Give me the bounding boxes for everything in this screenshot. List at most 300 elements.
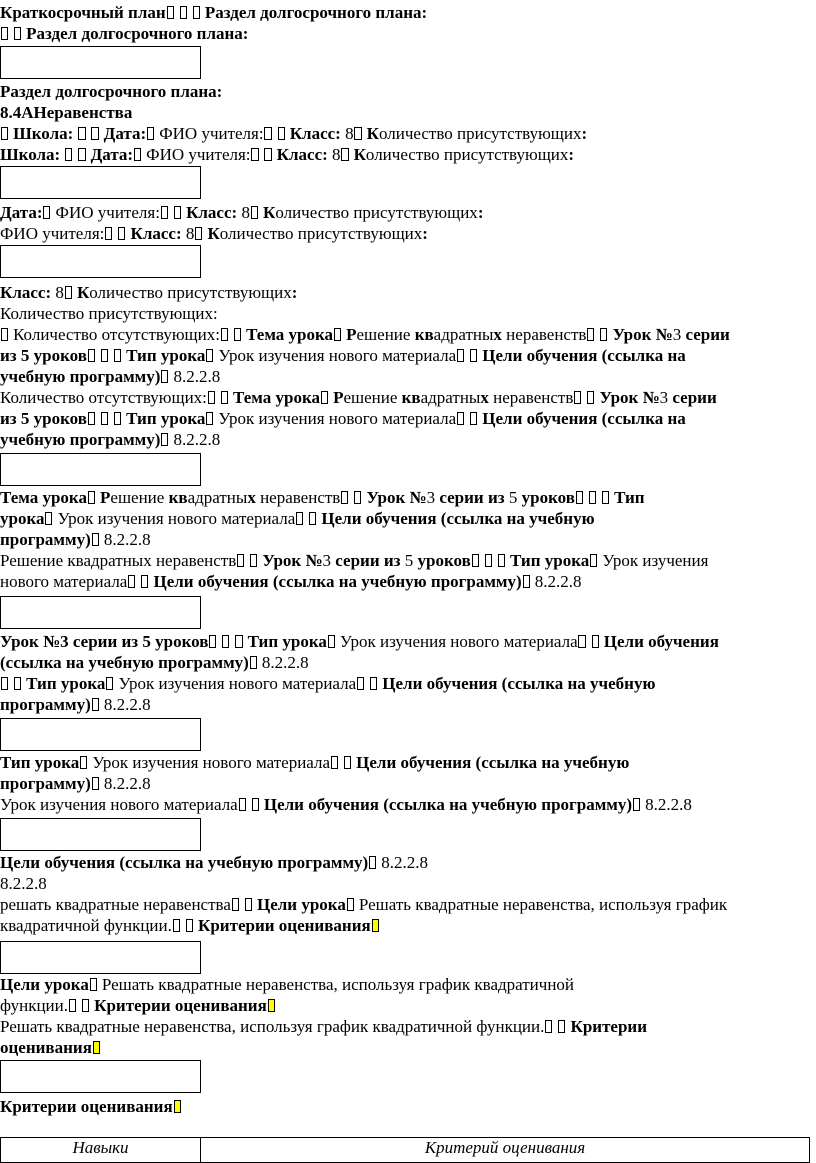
- missing-glyph-icon: [232, 898, 239, 911]
- missing-glyph-icon: [331, 756, 338, 769]
- text-run: оличество присутствующих: [365, 145, 569, 164]
- text-line: [0, 1096, 181, 1117]
- text-run: К: [203, 224, 220, 243]
- missing-glyph-icon: [574, 391, 581, 404]
- missing-glyph-icon: [545, 1020, 552, 1033]
- missing-glyph-icon: [576, 491, 583, 504]
- text-run: Дата:: [0, 203, 43, 222]
- empty-input-box: [0, 596, 201, 629]
- missing-glyph-icon: [589, 491, 596, 504]
- text-line: [0, 408, 730, 429]
- text-run: 8.2.2.8: [99, 774, 151, 793]
- assessment-table: [0, 1137, 810, 1163]
- text-run: Урок изучения нового материала: [335, 632, 578, 651]
- text-run: Решать квадратные неравенства, используя график квадратичной функции.: [0, 1017, 545, 1036]
- text-line: [0, 23, 427, 44]
- missing-glyph-icon: [472, 554, 479, 567]
- text-run: Класс:: [285, 124, 341, 143]
- missing-glyph-icon: [485, 554, 492, 567]
- text-run: квадратичной функции.: [0, 916, 172, 935]
- text-run: оличество присутствующих: [219, 224, 423, 243]
- text-run: урока: [0, 509, 45, 528]
- text-run: 8.4АНеравенства: [0, 103, 133, 122]
- text-block-5: [0, 487, 708, 592]
- text-run: неравенств: [488, 388, 574, 407]
- text-run: нового материала: [0, 572, 128, 591]
- empty-input-box: [0, 941, 201, 974]
- missing-glyph-icon: [309, 512, 316, 525]
- text-run: К: [362, 124, 379, 143]
- missing-glyph-icon: [341, 148, 348, 161]
- text-run: Цели обучения: [599, 632, 719, 651]
- text-run: [73, 124, 77, 143]
- text-run: Тип урока: [243, 632, 327, 651]
- missing-glyph-icon: [208, 391, 215, 404]
- text-run: [217, 632, 221, 651]
- missing-glyph-icon: [82, 999, 89, 1012]
- text-line: [0, 794, 692, 815]
- text-run: [9, 674, 13, 693]
- text-run: Урок №: [608, 325, 673, 344]
- text-run: 8.2.2.8: [99, 530, 151, 549]
- missing-glyph-icon: [347, 898, 354, 911]
- text-run: [188, 3, 192, 22]
- text-run: Количество отсутствующих:: [8, 325, 220, 344]
- text-run: учебную программу): [0, 430, 161, 449]
- text-run: [553, 1017, 557, 1036]
- text-run: Решать квадратные неравенства, используя график: [354, 895, 728, 914]
- missing-glyph-icon: [180, 6, 187, 19]
- missing-glyph-icon: [334, 328, 341, 341]
- text-run: [247, 795, 251, 814]
- text-run: Цели урока: [0, 975, 89, 994]
- text-run: Количество отсутствующих:: [0, 388, 207, 407]
- missing-glyph-icon: [114, 412, 121, 425]
- missing-glyph-icon: [14, 677, 21, 690]
- missing-glyph-icon: [90, 978, 97, 991]
- missing-glyph-icon: [321, 391, 328, 404]
- text-run: Урок №: [362, 488, 427, 507]
- missing-glyph-icon: [264, 127, 271, 140]
- text-run: 8.2.2.8: [257, 653, 309, 672]
- text-run: Цели обучения (ссылка на учебную: [378, 674, 656, 693]
- missing-glyph-icon: [592, 635, 599, 648]
- text-run: Школа:: [8, 124, 74, 143]
- missing-glyph-icon: [344, 756, 351, 769]
- text-run: Тип урока: [0, 753, 80, 772]
- text-run: 5: [400, 551, 418, 570]
- missing-glyph-icon: [1, 127, 8, 140]
- text-run: Раздел долгосрочного плана:: [21, 24, 249, 43]
- missing-glyph-icon: [134, 148, 141, 161]
- text-run: программу): [0, 695, 91, 714]
- text-run: оличество присутствующих: [89, 283, 292, 302]
- missing-glyph-icon: [128, 575, 135, 588]
- missing-glyph-icon: [114, 349, 121, 362]
- text-block-2: [0, 81, 587, 165]
- text-run: [230, 632, 234, 651]
- missing-glyph-icon: [1, 328, 8, 341]
- text-run: уроков: [417, 551, 471, 570]
- text-block-9: [0, 974, 647, 1058]
- text-run: Критерии оценивания: [0, 1097, 173, 1116]
- missing-glyph-icon: [222, 635, 229, 648]
- text-run: [240, 895, 244, 914]
- text-line: [0, 366, 730, 387]
- text-run: К: [349, 145, 366, 164]
- text-run: :: [568, 145, 575, 164]
- text-run: ема урока: [243, 388, 320, 407]
- missing-glyph-icon: [88, 491, 95, 504]
- text-run: [229, 325, 233, 344]
- text-run: [480, 551, 484, 570]
- text-block-3: [0, 202, 483, 244]
- missing-glyph-icon: [78, 127, 85, 140]
- text-block-6: [0, 631, 719, 715]
- text-run: учебную программу): [0, 367, 161, 386]
- text-block-7: [0, 752, 692, 815]
- text-run: Тип урока: [505, 551, 590, 570]
- text-run: [304, 509, 308, 528]
- missing-glyph-icon: [558, 1020, 565, 1033]
- text-run: Урок изучения нового материала: [214, 409, 457, 428]
- text-run: адратны: [187, 488, 248, 507]
- table-header-row: [1, 1138, 810, 1163]
- missing-glyph-icon: [250, 656, 257, 669]
- text-run: Урок изучения нового материала: [214, 346, 457, 365]
- missing-glyph-icon: [161, 370, 168, 383]
- text-line: [0, 995, 647, 1016]
- missing-glyph-icon: [195, 227, 202, 240]
- missing-glyph-icon: [251, 206, 258, 219]
- text-run: Критерии оценивания: [193, 916, 371, 935]
- text-line: [0, 873, 727, 894]
- text-run: Тип урока: [21, 674, 106, 693]
- missing-glyph-icon: [101, 412, 108, 425]
- missing-glyph-icon: [1, 27, 8, 40]
- text-run: Цели обучения (ссылка на учебную: [351, 753, 630, 772]
- missing-glyph-icon: [161, 206, 168, 219]
- text-run: 8.2.2.8: [0, 874, 47, 893]
- text-run: [272, 124, 276, 143]
- text-run: Класс:: [272, 145, 328, 164]
- missing-glyph-icon: [93, 1041, 100, 1054]
- text-run: 8: [51, 283, 64, 302]
- text-run: Урок изучения нового материала: [53, 509, 296, 528]
- text-line: [0, 282, 730, 303]
- text-run: ема урока: [256, 325, 334, 344]
- missing-glyph-icon: [105, 227, 112, 240]
- missing-glyph-icon: [252, 798, 259, 811]
- empty-input-box: [0, 245, 201, 278]
- text-run: 8: [340, 124, 354, 143]
- text-run: ешение: [110, 488, 169, 507]
- missing-glyph-icon: [106, 677, 113, 690]
- empty-input-box: [0, 46, 201, 79]
- text-run: [584, 488, 588, 507]
- text-run: 8.2.2.8: [169, 430, 221, 449]
- text-run: ешение: [343, 388, 402, 407]
- text-line: [0, 631, 719, 652]
- text-run: неравенств: [501, 325, 587, 344]
- missing-glyph-icon: [470, 412, 477, 425]
- text-run: неравенств: [255, 488, 341, 507]
- text-line: [0, 529, 708, 550]
- missing-glyph-icon: [101, 349, 108, 362]
- missing-glyph-icon: [235, 635, 242, 648]
- text-run: :: [581, 124, 588, 143]
- missing-glyph-icon: [92, 777, 99, 790]
- missing-glyph-icon: [91, 127, 98, 140]
- text-line: [0, 571, 708, 592]
- text-run: 3: [426, 488, 436, 507]
- text-line: [0, 202, 483, 223]
- missing-glyph-icon: [206, 412, 213, 425]
- text-run: [465, 409, 469, 428]
- text-run: [60, 145, 64, 164]
- text-run: адратны: [420, 388, 481, 407]
- text-run: Критерии оценивания: [89, 996, 267, 1015]
- missing-glyph-icon: [221, 391, 228, 404]
- text-run: Дата:: [99, 124, 147, 143]
- text-run: [77, 996, 81, 1015]
- missing-glyph-icon: [65, 286, 72, 299]
- empty-input-box: [0, 1060, 201, 1093]
- missing-glyph-icon: [69, 999, 76, 1012]
- text-run: ФИО учителя:: [141, 145, 251, 164]
- missing-glyph-icon: [328, 635, 335, 648]
- text-run: Р: [328, 388, 344, 407]
- missing-glyph-icon: [45, 512, 52, 525]
- text-run: [113, 224, 117, 243]
- text-run: [9, 24, 13, 43]
- missing-glyph-icon: [590, 554, 597, 567]
- missing-glyph-icon: [92, 533, 99, 546]
- text-run: 8.2.2.8: [377, 853, 428, 872]
- missing-glyph-icon: [296, 512, 303, 525]
- missing-glyph-icon: [245, 898, 252, 911]
- text-run: программу): [0, 530, 91, 549]
- text-run: Т: [241, 325, 257, 344]
- missing-glyph-icon: [167, 6, 174, 19]
- text-run: из 5 уроков: [0, 346, 87, 365]
- text-run: кв: [401, 388, 421, 407]
- text-run: Урок изучения: [598, 551, 709, 570]
- text-run: :: [422, 224, 428, 243]
- missing-glyph-icon: [141, 575, 148, 588]
- text-run: х: [493, 325, 502, 344]
- text-line: [0, 550, 708, 571]
- missing-glyph-icon: [193, 6, 200, 19]
- text-run: Тип: [609, 488, 645, 507]
- missing-glyph-icon: [278, 127, 285, 140]
- text-run: х: [480, 388, 489, 407]
- missing-glyph-icon: [578, 635, 585, 648]
- text-run: Решение квадратных неравенств: [0, 551, 237, 570]
- text-run: [365, 674, 369, 693]
- text-run: [73, 145, 77, 164]
- text-run: Урок №3 серии из 5 уроков: [0, 632, 209, 651]
- text-run: серии из: [331, 551, 401, 570]
- empty-input-box: [0, 818, 201, 851]
- text-line: [0, 144, 587, 165]
- text-run: [96, 409, 100, 428]
- missing-glyph-icon: [65, 148, 72, 161]
- missing-glyph-icon: [523, 575, 530, 588]
- missing-glyph-icon: [354, 127, 361, 140]
- text-run: [582, 388, 586, 407]
- text-run: К: [72, 283, 90, 302]
- text-run: [174, 3, 178, 22]
- text-run: ФИО учителя:: [51, 203, 160, 222]
- text-run: [109, 409, 113, 428]
- text-block-8: [0, 852, 727, 936]
- missing-glyph-icon: [600, 328, 607, 341]
- missing-glyph-icon: [251, 148, 258, 161]
- empty-input-box: [0, 718, 201, 751]
- text-line: [0, 102, 587, 123]
- missing-glyph-icon: [341, 491, 348, 504]
- text-run: [169, 203, 173, 222]
- text-run: Цели обучения (ссылка на учебную программу): [149, 572, 522, 591]
- missing-glyph-icon: [587, 328, 594, 341]
- table-header-criteria: Критерий оценивания: [201, 1138, 810, 1163]
- text-run: [181, 916, 185, 935]
- missing-glyph-icon: [369, 856, 376, 869]
- text-run: оценивания: [0, 1038, 92, 1057]
- text-run: [493, 551, 497, 570]
- text-run: [465, 346, 469, 365]
- text-line: [0, 324, 730, 345]
- text-line: [0, 487, 708, 508]
- text-run: 8.2.2.8: [99, 695, 151, 714]
- missing-glyph-icon: [88, 349, 95, 362]
- text-run: серии: [668, 388, 717, 407]
- text-line: [0, 1037, 647, 1058]
- text-run: кв: [168, 488, 188, 507]
- text-run: 3: [659, 388, 669, 407]
- text-line: [0, 673, 719, 694]
- text-run: [586, 632, 590, 651]
- text-line: [0, 508, 708, 529]
- missing-glyph-icon: [118, 227, 125, 240]
- text-run: Количество присутствующих:: [0, 304, 218, 323]
- text-run: оличество присутствующих: [378, 124, 582, 143]
- text-run: Цели обучения (ссылка на учебную программу): [259, 795, 633, 814]
- text-block-1: [0, 2, 427, 44]
- missing-glyph-icon: [587, 391, 594, 404]
- text-run: Класс:: [181, 203, 238, 222]
- missing-glyph-icon: [80, 756, 87, 769]
- text-run: Урок изучения нового материала: [88, 753, 331, 772]
- empty-input-box: [0, 453, 201, 486]
- text-run: Раздел долгосрочного плана:: [0, 82, 223, 101]
- text-run: Решать квадратные неравенства, используя график квадратичной: [97, 975, 575, 994]
- text-run: Критерии: [566, 1017, 648, 1036]
- text-run: :: [291, 283, 298, 302]
- text-run: [259, 145, 263, 164]
- missing-glyph-icon: [14, 27, 21, 40]
- text-run: [245, 551, 249, 570]
- text-run: Цели обучения (ссылка на учебную программу): [0, 853, 369, 872]
- text-run: х: [247, 488, 256, 507]
- missing-glyph-icon: [234, 328, 241, 341]
- missing-glyph-icon: [43, 206, 50, 219]
- missing-glyph-icon: [354, 491, 361, 504]
- text-line: [0, 773, 692, 794]
- text-line: [0, 1016, 647, 1037]
- text-run: из 5 уроков: [0, 409, 87, 428]
- missing-glyph-icon: [1, 677, 8, 690]
- text-run: оличество присутствующих: [275, 203, 478, 222]
- text-run: серии из: [435, 488, 505, 507]
- text-run: 8: [327, 145, 341, 164]
- text-run: К: [258, 203, 276, 222]
- missing-glyph-icon: [264, 148, 271, 161]
- text-run: [96, 346, 100, 365]
- missing-glyph-icon: [161, 433, 168, 446]
- text-run: адратны: [433, 325, 494, 344]
- text-block-10: [0, 1096, 181, 1117]
- text-block-4: [0, 282, 730, 450]
- text-line: [0, 223, 483, 244]
- missing-glyph-icon: [633, 798, 640, 811]
- missing-glyph-icon: [174, 206, 181, 219]
- text-line: [0, 81, 587, 102]
- missing-glyph-icon: [88, 412, 95, 425]
- text-run: Тип урока: [121, 346, 206, 365]
- text-line: [0, 915, 727, 936]
- missing-glyph-icon: [250, 554, 257, 567]
- missing-glyph-icon: [174, 1100, 181, 1113]
- text-run: 3: [322, 551, 332, 570]
- text-run: Тип урока: [121, 409, 206, 428]
- text-line: [0, 123, 587, 144]
- empty-input-box: [0, 166, 201, 199]
- text-run: ФИО учителя:: [0, 224, 105, 243]
- text-run: [349, 488, 353, 507]
- text-run: Т: [228, 388, 244, 407]
- missing-glyph-icon: [237, 554, 244, 567]
- text-run: серии: [681, 325, 730, 344]
- text-run: :: [477, 203, 484, 222]
- missing-glyph-icon: [470, 349, 477, 362]
- missing-glyph-icon: [221, 328, 228, 341]
- missing-glyph-icon: [147, 127, 154, 140]
- text-line: [0, 303, 730, 324]
- text-run: [339, 753, 343, 772]
- text-run: Дата:: [86, 145, 134, 164]
- text-run: Тема урока: [0, 488, 87, 507]
- text-run: 8.2.2.8: [169, 367, 221, 386]
- text-run: [595, 325, 599, 344]
- text-run: кв: [414, 325, 434, 344]
- text-line: [0, 345, 730, 366]
- missing-glyph-icon: [209, 635, 216, 648]
- text-run: Класс:: [126, 224, 182, 243]
- text-run: Цели обучения (ссылка на учебную: [317, 509, 595, 528]
- missing-glyph-icon: [457, 412, 464, 425]
- missing-glyph-icon: [372, 919, 379, 932]
- text-run: решать квадратные неравенства: [0, 895, 231, 914]
- missing-glyph-icon: [239, 798, 246, 811]
- text-run: 8: [181, 224, 195, 243]
- text-run: Урок изучения нового материала: [0, 795, 238, 814]
- text-run: 5: [504, 488, 522, 507]
- text-run: Р: [95, 488, 111, 507]
- text-run: 8: [237, 203, 250, 222]
- text-run: Краткосрочный план: [0, 3, 166, 22]
